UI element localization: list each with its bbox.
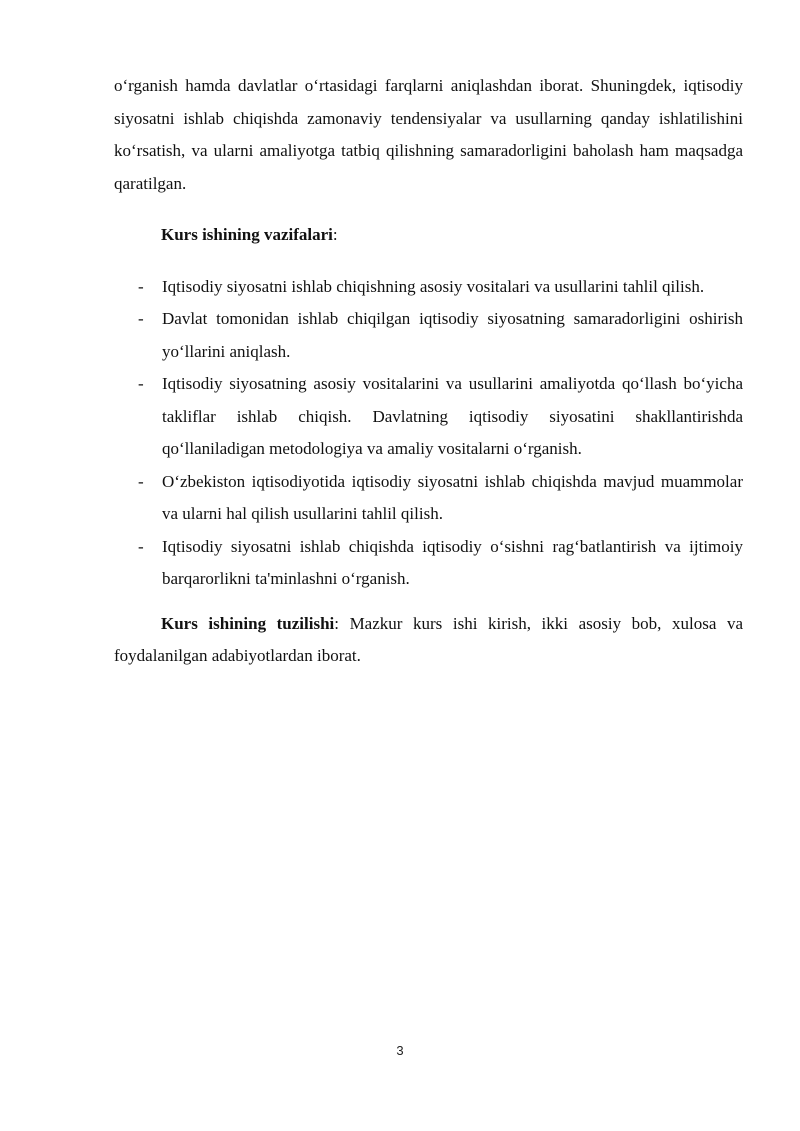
- structure-text: : Mazkur kurs ishi kirish, ikki asosiy bob, xulosa va foydalanilgan adabiyotlardan iborat.: [114, 613, 743, 665]
- structure-paragraph: [114, 608, 743, 673]
- list-item: [114, 466, 743, 531]
- tasks-list: [114, 271, 743, 596]
- list-item-text: O‘zbekiston iqtisodiyotida iqtisodiy siyosatni ishlab chiqishda mavjud muammolar va ularni hal qilish usullarini tahlil qilish.: [162, 471, 743, 523]
- tasks-heading-line: [114, 219, 743, 252]
- list-item: [114, 303, 743, 368]
- list-dash: -: [138, 536, 144, 556]
- list-dash: -: [138, 374, 144, 393]
- page-number: 3: [396, 1043, 404, 1058]
- list-item: [114, 531, 743, 596]
- list-item-text: Iqtisodiy siyosatni ishlab chiqishda iqtisodiy o‘sishni rag‘batlantirish va ijtimoiy barqarorlikni ta'minlashni o‘rganish.: [162, 536, 743, 588]
- list-item-text: Iqtisodiy siyosatni ishlab chiqishning asosiy vositalari va usullarini tahlil qilish.: [162, 276, 705, 296]
- tasks-heading-colon: :: [332, 225, 338, 244]
- list-item-text: Iqtisodiy siyosatning asosiy vositalarini va usullarini amaliyotda qo‘llash bo‘yicha takliflar ishlab chiqish. Davlatning iqtisodiy siyosatini shakllantirishda qo‘llaniladigan metodologiya va amaliy vositalarni o‘rganish.: [162, 374, 743, 458]
- list-item: [114, 368, 743, 466]
- list-dash: -: [138, 276, 144, 296]
- page-body: [114, 70, 743, 673]
- list-dash: -: [138, 309, 144, 328]
- list-dash: -: [138, 471, 144, 491]
- intro-paragraph: o‘rganish hamda davlatlar o‘rtasidagi farqlarni aniqlashdan iborat. Shuningdek, iqtisodiy siyosatni ishlab chiqishda zamonaviy tendensiyalar va usullarning qanday ishlatilishini ko‘rsatish, va ularni amaliyotga tatbiq qilishning samaradorligini baholash ham maqsadga qaratilgan.: [114, 76, 743, 193]
- structure-heading: Kurs ishining tuzilishi: [161, 613, 335, 633]
- tasks-heading: Kurs ishining vazifalari: [161, 225, 333, 244]
- list-item-text: Davlat tomonidan ishlab chiqilgan iqtisodiy siyosatning samaradorligini oshirish yo‘llarini aniqlash.: [162, 309, 743, 361]
- list-item: [114, 271, 743, 304]
